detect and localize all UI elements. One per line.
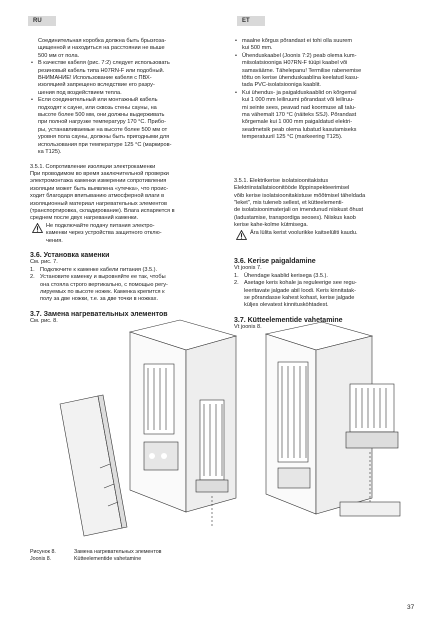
- et-bullet-line: • maalne kõrgus põrandast ei tohi olla suurem: [242, 38, 353, 44]
- et-step-number: 1.: [234, 272, 239, 279]
- et-bullet-line: mi seinte sees, peavad nad koormuse all talu-: [242, 104, 356, 111]
- et-bullet-continued: [242, 38, 414, 53]
- ru-bullet-line: при полной нагрузке температуру 170 °С. Прибо-: [38, 119, 166, 126]
- page-number: 37: [407, 604, 415, 611]
- heating-element-illustration: [196, 400, 228, 528]
- et-step-line: küljes olevatest kinnitusköhtadest.: [244, 302, 329, 309]
- et-bullet-line: kui 500 mm.: [242, 45, 273, 52]
- column-ru: [30, 38, 212, 326]
- warning-triangle-icon: [32, 223, 43, 233]
- ru-bullet-line: ВНИМАНИЕ! Использование кабеля с ПВХ-: [38, 75, 152, 82]
- ru-bullet-line: высоте более 500 мм, они должны выдерживать: [38, 112, 165, 119]
- language-tab-ru: RU: [28, 16, 56, 26]
- ru-351-line: среднем после двух нагреваний каменки.: [30, 215, 139, 222]
- et-bullet: [242, 53, 414, 90]
- et-step-line: Ühendage kaablid kerisega (3.5.).: [244, 272, 328, 279]
- et-bullet-line: samaväärne. Tähelepanu! Termilise rabenemise: [242, 67, 362, 74]
- ru-step-line: она стояла строго вертикально, с помощью регу-: [40, 281, 168, 288]
- et-bullet-list: [234, 38, 414, 142]
- ru-bullet-line: ка T125).: [38, 149, 62, 156]
- ru-351-line: электромонтажа каменки измерении сопротивления: [30, 178, 167, 185]
- et-step-number: 2.: [234, 280, 239, 287]
- et-step-line: leeritavate jalgade abil loodi. Keris kinnitatak-: [244, 287, 356, 294]
- et-section-37-ref: Vt joonis 8.: [234, 324, 262, 331]
- et-step-line: Asetage keris kohale ja reguleerige see regu-: [244, 280, 357, 287]
- et-section-36-title: 3.6. Kerise paigaldamine: [234, 257, 316, 265]
- ru-bullet-line: уровня пола сауны, должны быть пригодными для: [38, 134, 170, 141]
- ru-bullet-line: • Если соединительный или монтажный кабель: [38, 97, 158, 104]
- ru-bullet: [38, 97, 212, 156]
- et-bullet-line: • Ühenduskaabel (Joonis 7:2) peab olema kum-: [242, 52, 357, 59]
- ru-section-36-title: 3.6. Установка каменки: [30, 251, 110, 259]
- column-et: [234, 38, 414, 332]
- ru-warning-line: каменки через устройства защитного отклю-: [46, 230, 162, 237]
- et-section-351-title: 3.5.1. Elektrikerise isolatsioonitakistus: [234, 177, 329, 184]
- ru-bullet-line: ры, устанавливаемые на высоте более 500 мм от: [38, 126, 168, 133]
- ru-step-line: лируемых по высоте ножек. Каменка крепится к: [40, 289, 165, 295]
- ru-bullet-list: [30, 60, 212, 156]
- et-step: [234, 273, 414, 280]
- et-351-line: "leket", mis tuleneb sellest, et kütteelementi-: [234, 199, 344, 206]
- et-bullet-line: tõttu on kerise ühenduskaablina keelatud kasu-: [242, 75, 359, 82]
- et-bullet-line: temperatuuril 125 °C (markeering T125).: [242, 134, 343, 141]
- et-section-36-ref: Vt joonis 7.: [234, 265, 262, 272]
- et-bullet-line: seadmetsik peab olema lubatud kasutamiseks: [242, 126, 357, 133]
- ru-step-number: 1.: [30, 266, 35, 273]
- et-351-line: kerise kahe-kolme kütmisega.: [234, 222, 308, 229]
- ru-step-line: полу за две ножки, т.е. за две точки в ножках.: [40, 296, 159, 303]
- et-bullet-line: kõrgemale kui 1 000 mm paigaldatud elektri-: [242, 119, 353, 126]
- ru-warning: [30, 223, 212, 245]
- ru-bullet: [38, 60, 212, 97]
- ru-351-line: При проводимом во время заключительной проверки: [30, 170, 169, 177]
- et-351-line: (ladustamise, transpordiga seoses). Niiskus kaob: [234, 214, 356, 221]
- et-bullet: [242, 90, 414, 142]
- et-bullet-line: miisolatsiooniga H07RN-F tüüpi kaabel või: [242, 60, 348, 67]
- et-bullet-line: tada PVC-isolatsiooniga kaablit.: [242, 82, 321, 89]
- et-step-line: se põrandasse kahest kohast, kerise jalgade: [244, 294, 355, 301]
- ru-bullet-line: изоляцией запрещено вследствие его разру-: [38, 82, 155, 89]
- ru-intro-line: щищенной и находиться на расстоянии не выше: [38, 45, 165, 52]
- ru-bullet-line: • В качестве кабеля (рис. 7:2) следует использовать: [38, 60, 170, 67]
- et-bullet-line: ma vähemalt 170 °C (näiteks SSJ). Põrandast: [242, 112, 357, 119]
- ru-warning-line: чения.: [46, 237, 63, 244]
- ru-351-line: изоляции может быть выявлена «утечка», что проис-: [30, 185, 169, 192]
- ru-section-36-ref: См. рис. 7.: [30, 259, 58, 266]
- ru-step-line: Установите каменку и выровняйте ее так, чтобы: [40, 274, 166, 281]
- figure-caption: [30, 549, 161, 563]
- ru-bullet-line: резиновый кабель типа H07RN-F или подобный.: [38, 67, 165, 74]
- figure-heating-element-replacement: [40, 292, 425, 544]
- ru-bullet-line: шения под воздействием тепла.: [38, 89, 122, 96]
- ru-bullet-line: использования при температуре 125 °С (маркиров-: [38, 141, 172, 148]
- ru-section-37-title: 3.7. Замена нагревательных элементов: [30, 310, 168, 318]
- et-bullet-line: • Kui ühendus- ja paigalduskaablid on kõrgemal: [242, 89, 357, 96]
- et-warning: [234, 230, 414, 237]
- caption-text-et: Kütteelementide vahetamine: [74, 556, 142, 562]
- et-warning-line: Ära lülita kerist voolurikke kaitselüliti kaudu.: [250, 229, 358, 236]
- et-351-line: de isolatsioonimaterjali on imendunud niiskust õhust: [234, 207, 364, 214]
- ru-step-number: 2.: [30, 274, 35, 281]
- language-tab-et: ET: [237, 16, 265, 26]
- ru-351-line: (транспортировка, складирование). Влага испаряется в: [30, 207, 175, 214]
- et-bullet-line: kui 1 000 mm leiliruumi põrandast või leiliruu-: [242, 97, 354, 104]
- caption-text-ru: Замена нагревательных элементов: [74, 549, 162, 555]
- ru-intro-line: Соединительная коробка должна быть брызгоза-: [38, 38, 167, 44]
- ru-section-351-title: 3.5.1. Сопротивление изоляции электрокаменки: [30, 163, 156, 170]
- caption-label-ru: Рисунок 8.: [30, 549, 56, 555]
- ru-step-line: Подключите к каменке кабели питания (3.5.).: [40, 266, 158, 273]
- caption-label-et: Joonis 8.: [30, 556, 52, 562]
- ru-351-line: изоляционный материал нагревательных элементов: [30, 200, 167, 207]
- et-section-37-title: 3.7. Kütteelementide vahetamine: [234, 316, 343, 324]
- et-351-line: võib kerise isolatsioonitakistuse mõõtmisel täheldada: [234, 192, 366, 199]
- ru-intro: [30, 38, 212, 60]
- front-panel-illustration: [60, 395, 127, 536]
- ru-warning-line: Не подключайте подачу питания электро-: [46, 222, 155, 229]
- ru-bullet-line: подходят к сауне, или сквозь стены сауны, на: [38, 104, 157, 111]
- ru-intro-line: 500 мм от пола.: [38, 52, 80, 59]
- warning-triangle-icon: [236, 230, 247, 240]
- et-351-line: Elektriinstallatsioonitööde lõppinspekteerimisel: [234, 185, 350, 192]
- ru-351-line: ходит благодаря впитыванию атмосферной влаги в: [30, 193, 165, 200]
- ru-section-37-ref: См. рис. 8.: [30, 318, 58, 325]
